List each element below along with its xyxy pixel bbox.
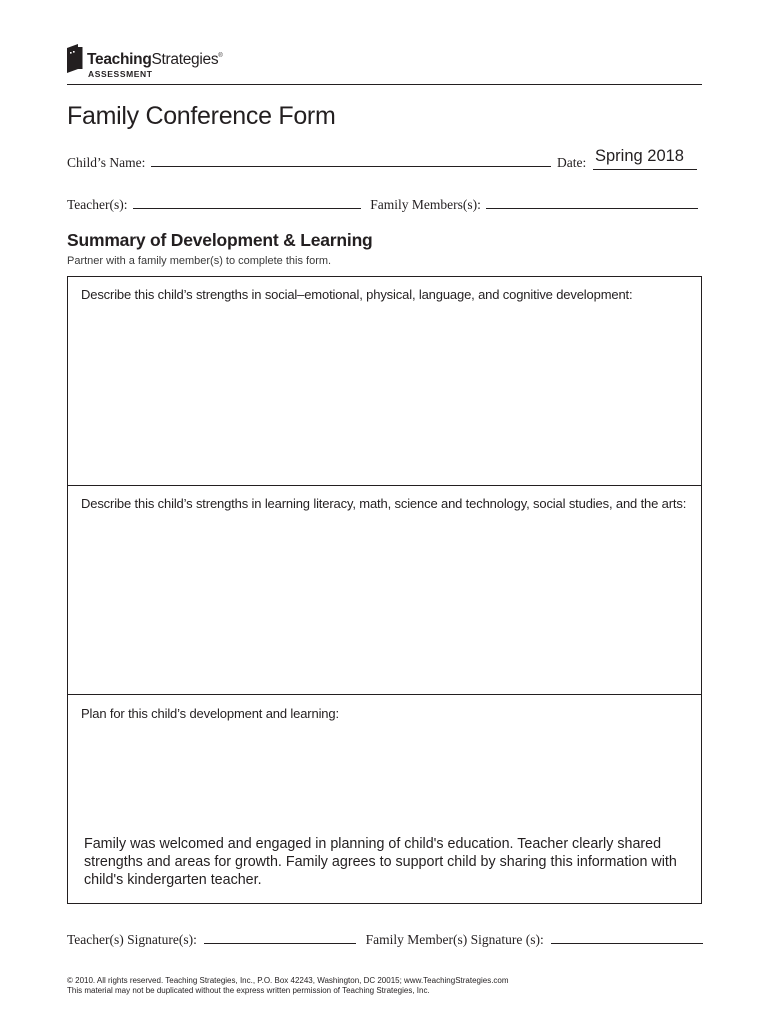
family-signature-field[interactable]	[551, 932, 703, 944]
answer-area-development[interactable]	[69, 310, 700, 482]
logo-subtitle: ASSESSMENT	[88, 69, 153, 79]
family-members-label: Family Members(s):	[370, 197, 481, 212]
teacher-signature-label: Teacher(s) Signature(s):	[67, 932, 197, 947]
prompt-strengths-learning: Describe this child’s strengths in learning literacy, math, science and technology, social studies, and the arts:	[81, 496, 687, 511]
family-members-field[interactable]	[486, 197, 698, 209]
page-title: Family Conference Form	[67, 102, 336, 130]
answer-area-learning[interactable]	[69, 535, 700, 691]
section-divider	[67, 485, 702, 486]
book-door-icon	[67, 44, 83, 73]
childs-name-label: Child’s Name:	[67, 155, 146, 170]
signatures-row	[67, 932, 703, 948]
prompt-plan: Plan for this child’s development and learning:	[81, 706, 339, 721]
header-rule	[67, 84, 702, 85]
section-heading: Summary of Development & Learning	[67, 230, 373, 250]
prompt-strengths-development: Describe this child’s strengths in social–emotional, physical, language, and cognitive development:	[81, 287, 633, 302]
section-subheading: Partner with a family member(s) to complete this form.	[67, 255, 332, 267]
family-signature-label: Family Member(s) Signature (s):	[365, 932, 544, 947]
teachers-label: Teacher(s):	[67, 197, 128, 212]
childs-name-field[interactable]	[151, 155, 551, 167]
teacher-family-row	[67, 197, 698, 213]
childs-name-row	[67, 155, 551, 171]
teachers-field[interactable]	[133, 197, 361, 209]
teaching-strategies-logo	[67, 44, 227, 80]
logo-wordmark: TeachingStrategies®	[87, 51, 223, 68]
date-label: Date:	[557, 155, 587, 170]
footer	[67, 976, 509, 996]
section-divider	[67, 694, 702, 695]
copyright-line: © 2010. All rights reserved. Teaching Strategies, Inc., P.O. Box 42243, Washington, DC 20015; www.TeachingStrategies.com	[67, 976, 509, 985]
teacher-signature-field[interactable]	[204, 932, 356, 944]
permission-line: This material may not be duplicated without the express written permission of Teaching Strategies, Inc.	[67, 986, 430, 995]
answer-plan[interactable]: Family was welcomed and engaged in planning of child's education. Teacher clearly shared strengths and areas for growth. Family agrees to support child by sharing this information with child's kindergarten teacher.	[84, 836, 677, 888]
date-value: Spring 2018	[595, 147, 684, 165]
